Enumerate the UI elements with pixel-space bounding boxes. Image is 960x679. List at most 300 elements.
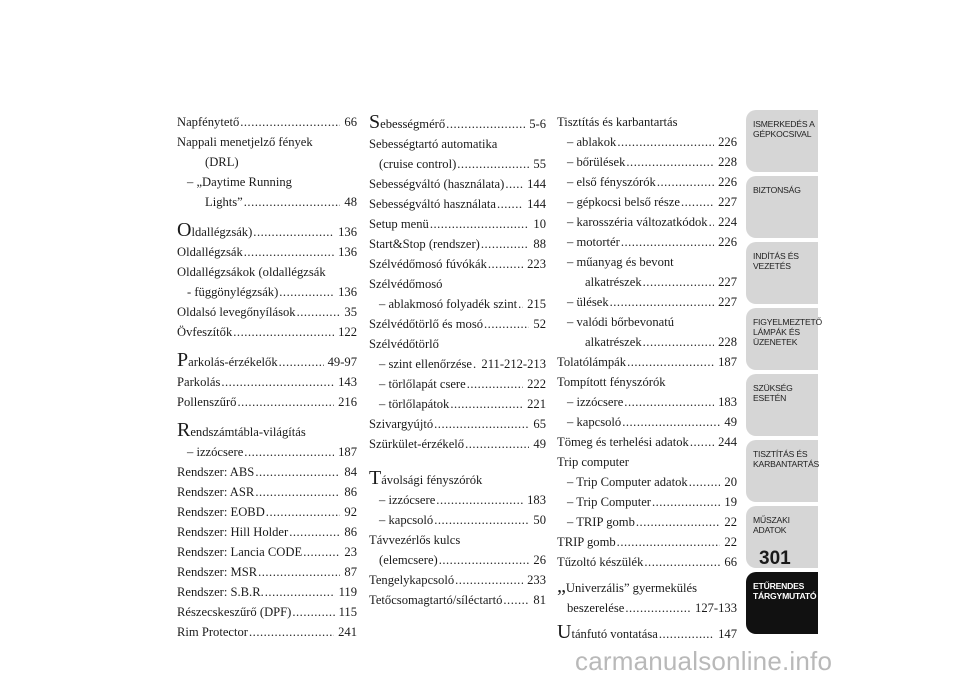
index-term [177, 350, 278, 372]
index-column-1 [177, 112, 357, 642]
chapter-tab[interactable] [746, 176, 818, 238]
index-term [369, 337, 439, 351]
dot-leader [643, 272, 714, 292]
page-ref: 227 [718, 275, 737, 289]
index-term-text: TRIP gomb [557, 535, 616, 549]
index-term [177, 582, 264, 602]
index-term-text: Szürkület-érzékelő [369, 437, 465, 451]
index-term-text: Sebességtartó automatika [369, 137, 498, 151]
dot-leader [255, 482, 340, 502]
chapter-tab[interactable] [746, 374, 818, 436]
page-ref: 66 [344, 115, 357, 129]
index-term-text: Rendszer: S.B.R. [177, 585, 264, 599]
index-entry [369, 394, 546, 414]
index-term-text: – izzócsere [187, 445, 244, 459]
page-ref: 183 [527, 493, 546, 507]
page-ref: 65 [533, 417, 546, 431]
page-ref: 136 [338, 245, 357, 259]
dot-leader [626, 152, 714, 172]
index-term [177, 392, 236, 412]
index-term-text: (cruise control) [379, 157, 457, 171]
dot-leader [255, 462, 340, 482]
index-term [177, 372, 220, 392]
index-entry [177, 132, 357, 152]
dot-leader [436, 490, 523, 510]
page-ref: 55 [533, 157, 546, 171]
index-term [369, 590, 502, 610]
index-term [557, 455, 629, 469]
index-term-text: Sebességváltó (használata) [369, 177, 505, 191]
index-term [557, 622, 658, 644]
index-term [369, 533, 460, 547]
index-term-text: Setup menü [369, 217, 429, 231]
index-term-text: endszámtábla-világítás [190, 425, 306, 439]
index-term [567, 472, 688, 492]
index-term [177, 502, 265, 522]
index-term [557, 432, 689, 452]
index-entry [369, 154, 546, 174]
page-ref: 23 [344, 545, 357, 559]
index-entry [369, 214, 546, 234]
index-entry [557, 552, 737, 572]
index-term [177, 112, 239, 132]
index-term [567, 512, 635, 532]
index-term [567, 598, 624, 618]
index-term [585, 272, 642, 292]
chapter-tab[interactable] [746, 110, 818, 172]
index-entry [557, 432, 737, 452]
index-term-text: – ülések [567, 295, 609, 309]
page-ref: 86 [344, 485, 357, 499]
index-entry [369, 194, 546, 214]
index-term-text: ldallégzsák) [191, 225, 253, 239]
index-entry [557, 132, 737, 152]
index-entry [177, 420, 357, 442]
page-ref: 48 [344, 195, 357, 209]
index-entry [369, 434, 546, 454]
index-term [379, 510, 433, 530]
index-term-text: Tömeg és terhelési adatok [557, 435, 689, 449]
index-term-text: Tolatólámpák [557, 355, 627, 369]
index-entry [557, 192, 737, 212]
index-entry [557, 532, 737, 552]
index-entry [177, 522, 357, 542]
index-entry [369, 254, 546, 274]
section-initial: P [177, 349, 189, 371]
dot-leader [488, 254, 523, 274]
index-term-text: – kapcsoló [379, 513, 434, 527]
dot-leader [434, 414, 529, 434]
page-ref: 122 [338, 325, 357, 339]
index-term-text: Oldallégzsákok (oldallégzsák [177, 265, 326, 279]
dot-leader [709, 212, 715, 232]
index-entry [369, 234, 546, 254]
dot-leader [484, 314, 529, 334]
index-term-text: – ablakmosó folyadék szint [379, 297, 518, 311]
index-column-2 [369, 112, 546, 610]
page-ref: 215 [527, 297, 546, 311]
index-entry [369, 112, 546, 134]
index-entry [177, 622, 357, 642]
index-term-text: (elemcsere) [379, 553, 438, 567]
index-entry [177, 350, 357, 372]
page-ref: 228 [718, 335, 737, 349]
index-entry [177, 172, 357, 192]
index-entry [177, 192, 357, 212]
page-ref: 66 [724, 555, 737, 569]
index-term [177, 322, 232, 342]
index-term-text: Napfénytető [177, 115, 240, 129]
index-entry [369, 174, 546, 194]
dot-leader [681, 192, 714, 212]
page-ref: 81 [533, 593, 546, 607]
dot-leader [258, 562, 340, 582]
index-entry [369, 134, 546, 154]
index-term [177, 542, 302, 562]
page-ref: 22 [724, 515, 737, 529]
dot-leader [624, 392, 714, 412]
chapter-tab-label: ISMERKEDÉS A GÉPKOCSIVAL [753, 119, 815, 139]
index-entry [177, 282, 357, 302]
page-ref: 226 [718, 235, 737, 249]
dot-leader [253, 222, 334, 242]
dot-leader [644, 552, 720, 572]
index-term-text: – Trip Computer [567, 495, 651, 509]
page-ref: 87 [344, 565, 357, 579]
index-term-text: Rendszer: ASR [177, 485, 255, 499]
index-entry [557, 292, 737, 312]
index-entry [557, 472, 737, 492]
index-term [567, 292, 609, 312]
index-term [557, 375, 666, 389]
dot-leader [465, 434, 529, 454]
index-term [557, 575, 698, 597]
section-initial: U [557, 621, 572, 643]
index-term-text: Univerzális” gyermekülés [565, 581, 698, 595]
index-term [177, 522, 288, 542]
index-term-text: Övfeszítők [177, 325, 233, 339]
page-ref: 115 [338, 605, 357, 619]
page-ref: 19 [724, 495, 737, 509]
dot-leader [279, 352, 324, 372]
index-entry [557, 152, 737, 172]
dot-leader [473, 354, 477, 374]
index-term [177, 220, 252, 242]
index-term [369, 277, 442, 291]
index-term [177, 482, 254, 502]
index-term-text: Rendszer: EOBD [177, 505, 265, 519]
index-term [177, 135, 313, 149]
index-entry [177, 112, 357, 132]
index-term-text: Tengelykapcsoló [369, 573, 455, 587]
index-term [567, 232, 620, 252]
index-entry [557, 492, 737, 512]
watermark: carmanualsonline.info [575, 646, 833, 676]
dot-leader [430, 214, 530, 234]
index-entry [177, 152, 357, 172]
index-term-text: – törlőlapát csere [379, 377, 466, 391]
index-entry [177, 502, 357, 522]
chapter-tab-label: TISZTÍTÁS ÉS KARBANTARTÁS [753, 449, 820, 469]
index-term [369, 434, 464, 454]
dot-leader [467, 374, 523, 394]
page-ref: 226 [718, 175, 737, 189]
index-term [177, 265, 326, 279]
index-entry [369, 274, 546, 294]
index-entry [177, 392, 357, 412]
index-entry [177, 542, 357, 562]
index-term-text: – törlőlapátok [379, 397, 450, 411]
dot-leader [643, 332, 714, 352]
index-entry [177, 372, 357, 392]
index-term-text: Szivargyújtó [369, 417, 434, 431]
index-entry [369, 294, 546, 314]
dot-leader [518, 294, 523, 314]
page-ref: 227 [718, 195, 737, 209]
dot-leader [503, 590, 529, 610]
section-initial: T [369, 467, 382, 489]
index-term-text: Oldalsó levegőnyílások [177, 305, 296, 319]
dot-leader [446, 114, 525, 134]
page-ref: 144 [527, 177, 546, 191]
index-term-text: Pollenszűrő [177, 395, 237, 409]
page-ref: 119 [338, 585, 357, 599]
index-term-text: – motortér [567, 235, 620, 249]
page-ref: 22 [724, 535, 737, 549]
index-term-text: Start&Stop (rendszer) [369, 237, 480, 251]
index-term [567, 392, 623, 412]
index-entry [557, 212, 737, 232]
index-term [369, 112, 445, 134]
index-term [369, 137, 497, 151]
page-ref: 244 [718, 435, 737, 449]
index-entry [369, 530, 546, 550]
index-entry [369, 590, 546, 610]
page-ref: 52 [533, 317, 546, 331]
index-term [567, 212, 708, 232]
index-term-text: – karosszéria változatkódok [567, 215, 708, 229]
section-initial: S [369, 111, 381, 133]
index-term [379, 374, 466, 394]
index-term-text: alkatrészek [585, 335, 642, 349]
index-term-text: Oldallégzsák [177, 245, 243, 259]
index-term-text: – ablakok [567, 135, 617, 149]
dot-leader [625, 598, 691, 618]
chapter-tab-label: MŰSZAKI ADATOK [753, 515, 790, 535]
chapter-tab-label: BIZTONSÁG [753, 185, 801, 195]
index-term [567, 192, 680, 212]
index-entry [557, 332, 737, 352]
index-term-text: (DRL) [205, 155, 239, 169]
dot-leader [457, 154, 529, 174]
index-term [557, 352, 626, 372]
index-term [187, 175, 292, 189]
index-term [557, 552, 643, 572]
index-entry [557, 272, 737, 292]
dot-leader [636, 512, 721, 532]
index-entry [177, 242, 357, 262]
dot-leader [617, 132, 714, 152]
page-ref: 216 [338, 395, 357, 409]
index-term [567, 152, 625, 172]
page-ref: 221 [527, 397, 546, 411]
index-entry [557, 576, 737, 598]
index-term-text: Szélvédőtörlő és mosó [369, 317, 484, 331]
chapter-tab[interactable] [746, 440, 818, 502]
index-term [369, 234, 480, 254]
index-term [369, 314, 483, 334]
dot-leader [289, 522, 340, 542]
dot-leader [450, 394, 523, 414]
index-entry [369, 374, 546, 394]
dot-leader [481, 234, 530, 254]
index-entry [177, 602, 357, 622]
page-ref: 224 [718, 215, 737, 229]
dot-leader [303, 542, 340, 562]
dot-leader [497, 194, 523, 214]
dot-leader [610, 292, 714, 312]
dot-leader [627, 352, 714, 372]
index-term-text: – szint ellenőrzése [379, 357, 473, 371]
index-entry [177, 322, 357, 342]
index-term [557, 115, 678, 129]
page-ref: 183 [718, 395, 737, 409]
index-term-text: Tűzoltó készülék [557, 555, 644, 569]
chapter-tab[interactable] [746, 308, 823, 370]
page-ref: 84 [344, 465, 357, 479]
dot-leader [244, 192, 341, 212]
page-ref: 226 [718, 135, 737, 149]
page-ref: 227 [718, 295, 737, 309]
index-entry [557, 312, 737, 332]
dot-leader [439, 550, 530, 570]
index-entry [557, 392, 737, 412]
index-entry [557, 452, 737, 472]
index-term-text: Tisztítás és karbantartás [557, 115, 678, 129]
page-ref: 223 [527, 257, 546, 271]
index-term [567, 412, 621, 432]
index-term [369, 254, 487, 274]
index-entry [369, 414, 546, 434]
index-term-text: ebességmérő [380, 117, 446, 131]
section-initial: „ [557, 575, 566, 597]
dot-leader [249, 622, 334, 642]
index-term [379, 550, 438, 570]
index-term [177, 622, 248, 642]
index-term [369, 467, 483, 489]
index-entry [369, 314, 546, 334]
index-term [557, 532, 616, 552]
index-entry [369, 570, 546, 590]
index-term-text: – műanyag és bevont [567, 255, 674, 269]
index-term-text: – Trip Computer adatok [567, 475, 688, 489]
index-term-text: Sebességváltó használata [369, 197, 496, 211]
index-term [567, 492, 651, 512]
chapter-tab[interactable] [746, 242, 818, 304]
page-ref: 187 [338, 445, 357, 459]
index-entry [177, 442, 357, 462]
index-entry [177, 220, 357, 242]
index-entry [369, 334, 546, 354]
dot-leader [240, 112, 340, 132]
index-entry [177, 262, 357, 282]
index-entry [557, 598, 737, 618]
dot-leader [505, 174, 523, 194]
index-term [379, 394, 449, 414]
index-term-text: Parkolás [177, 375, 221, 389]
page-ref: 86 [344, 525, 357, 539]
index-entry [369, 550, 546, 570]
index-term-text: Rendszer: Hill Holder [177, 525, 289, 539]
index-entry [557, 172, 737, 192]
page-ref: 20 [724, 475, 737, 489]
dot-leader [617, 532, 721, 552]
index-term [369, 174, 504, 194]
page-ref: 50 [533, 513, 546, 527]
page-ref: 187 [718, 355, 737, 369]
index-term [379, 490, 435, 510]
page-ref: 26 [533, 553, 546, 567]
index-entry [177, 582, 357, 602]
index-term [567, 255, 674, 269]
index-term [205, 155, 239, 169]
dot-leader [657, 172, 714, 192]
index-term-text: Nappali menetjelző fények [177, 135, 313, 149]
index-term-text: – izzócsere [379, 493, 436, 507]
index-entry [557, 372, 737, 392]
index-term [177, 562, 257, 582]
index-term [205, 192, 243, 212]
index-term-text: ávolsági fényszórók [381, 473, 483, 487]
index-entry [557, 232, 737, 252]
page-ref: 92 [344, 505, 357, 519]
index-entry [557, 352, 737, 372]
chapter-tab[interactable] [746, 572, 818, 634]
index-term-text: Részecskeszűrő (DPF) [177, 605, 292, 619]
index-term [177, 602, 291, 622]
index-term-text: Trip computer [557, 455, 629, 469]
index-term [567, 132, 616, 152]
index-term [369, 570, 454, 590]
index-term-text: – „Daytime Running [187, 175, 292, 189]
chapter-tab-label: ETŰRENDES TÁRGYMUTATÓ [753, 581, 817, 601]
index-term-text: – első fényszórók [567, 175, 656, 189]
index-term-text: – izzócsere [567, 395, 624, 409]
page-ref: 49 [724, 415, 737, 429]
page-ref: 143 [338, 375, 357, 389]
index-term-text: alkatrészek [585, 275, 642, 289]
dot-leader [265, 582, 335, 602]
page-ref: 49-97 [327, 355, 357, 369]
index-entry [369, 468, 546, 490]
dot-leader [297, 302, 341, 322]
index-term-text: – TRIP gomb [567, 515, 635, 529]
index-term [187, 442, 243, 462]
index-term [177, 242, 243, 262]
index-term [369, 214, 429, 234]
index-entry [369, 490, 546, 510]
index-term-text: Rim Protector [177, 625, 249, 639]
index-entry [557, 112, 737, 132]
index-term-text: Rendszer: MSR [177, 565, 258, 579]
dot-leader [621, 232, 714, 252]
index-term-text: Tompított fényszórók [557, 375, 666, 389]
index-entry [557, 512, 737, 532]
page-ref: 147 [718, 627, 737, 641]
index-term [369, 194, 496, 214]
dot-leader [455, 570, 523, 590]
index-term [567, 315, 674, 329]
